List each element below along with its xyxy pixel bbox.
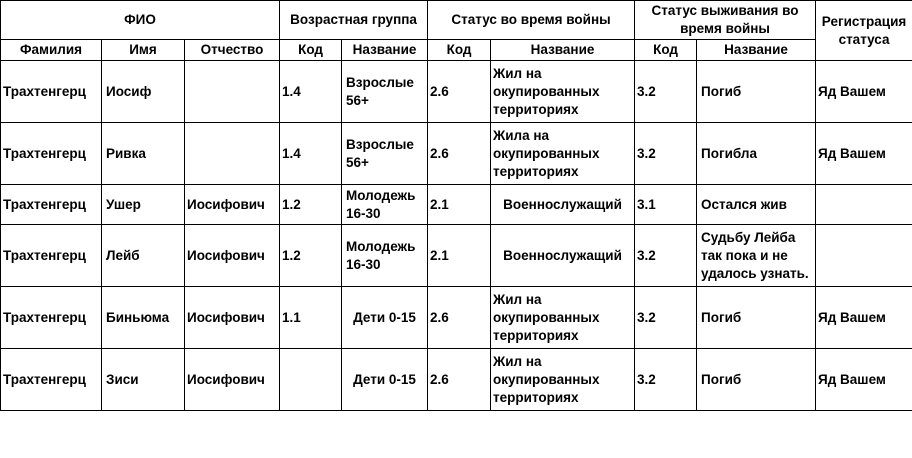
cell-surv-code: 3.2 xyxy=(635,61,697,123)
cell-surv-name: Погиб xyxy=(697,349,816,411)
cell-age-code xyxy=(280,349,342,411)
cell-surname: Трахтенгерц xyxy=(1,123,102,185)
cell-war-name: Жил на окупированных территориях xyxy=(491,287,635,349)
cell-surv-code: 3.2 xyxy=(635,287,697,349)
cell-surv-name: Остался жив xyxy=(697,185,816,225)
cell-registration: Яд Вашем xyxy=(816,287,912,349)
header-registration: Регистрация статуса xyxy=(816,1,912,61)
cell-war-name: Жил на окупированных территориях xyxy=(491,349,635,411)
cell-war-code: 2.6 xyxy=(428,61,491,123)
header-surv-name: Название xyxy=(697,40,816,61)
cell-name: Иосиф xyxy=(102,61,185,123)
cell-age-code: 1.2 xyxy=(280,185,342,225)
cell-surname: Трахтенгерц xyxy=(1,185,102,225)
cell-patronymic xyxy=(185,61,280,123)
cell-surname: Трахтенгерц xyxy=(1,287,102,349)
cell-war-name: Жила на окупированных территориях xyxy=(491,123,635,185)
cell-surv-code: 3.2 xyxy=(635,349,697,411)
cell-surv-name: Погиб xyxy=(697,287,816,349)
cell-registration xyxy=(816,185,912,225)
cell-age-name: Взрослые 56+ xyxy=(342,123,428,185)
cell-surv-name: Погибла xyxy=(697,123,816,185)
cell-surv-code: 3.2 xyxy=(635,123,697,185)
header-surname: Фамилия xyxy=(1,40,102,61)
cell-age-name: Молодежь 16-30 xyxy=(342,185,428,225)
table-row xyxy=(1,225,912,287)
header-age-name: Название xyxy=(342,40,428,61)
cell-registration xyxy=(816,225,912,287)
cell-name: Ривка xyxy=(102,123,185,185)
cell-war-name: Военнослужащий xyxy=(491,225,635,287)
cell-surname: Трахтенгерц xyxy=(1,225,102,287)
cell-age-name: Молодежь 16-30 xyxy=(342,225,428,287)
header-age-group: Возрастная группа xyxy=(280,1,428,40)
cell-patronymic: Иосифович xyxy=(185,287,280,349)
header-age-code: Код xyxy=(280,40,342,61)
table-row xyxy=(1,287,912,349)
header-row-groups xyxy=(1,1,912,40)
cell-patronymic xyxy=(185,123,280,185)
cell-surname: Трахтенгерц xyxy=(1,61,102,123)
cell-age-name: Дети 0-15 xyxy=(342,349,428,411)
header-survival-status: Статус выживания во время войны xyxy=(635,1,816,40)
cell-age-code: 1.2 xyxy=(280,225,342,287)
cell-war-code: 2.1 xyxy=(428,185,491,225)
cell-name: Ушер xyxy=(102,185,185,225)
header-war-status: Статус во время войны xyxy=(428,1,635,40)
cell-registration: Яд Вашем xyxy=(816,123,912,185)
header-row-columns xyxy=(1,40,912,61)
cell-registration: Яд Вашем xyxy=(816,61,912,123)
cell-surv-code: 3.1 xyxy=(635,185,697,225)
table-row xyxy=(1,185,912,225)
header-war-code: Код xyxy=(428,40,491,61)
cell-age-code: 1.4 xyxy=(280,123,342,185)
cell-patronymic: Иосифович xyxy=(185,185,280,225)
header-surv-code: Код xyxy=(635,40,697,61)
cell-surv-code: 3.2 xyxy=(635,225,697,287)
cell-name: Биньюма xyxy=(102,287,185,349)
cell-war-code: 2.6 xyxy=(428,349,491,411)
cell-war-code: 2.6 xyxy=(428,123,491,185)
cell-surv-name: Погиб xyxy=(697,61,816,123)
cell-surv-name: Судьбу Лейба так пока и не удалось узнать. xyxy=(697,225,816,287)
cell-war-code: 2.1 xyxy=(428,225,491,287)
cell-war-name: Военнослужащий xyxy=(491,185,635,225)
cell-age-code: 1.1 xyxy=(280,287,342,349)
header-fio: ФИО xyxy=(1,1,280,40)
cell-surname: Трахтенгерц xyxy=(1,349,102,411)
cell-registration: Яд Вашем xyxy=(816,349,912,411)
table-row xyxy=(1,349,912,411)
cell-name: Лейб xyxy=(102,225,185,287)
cell-age-code: 1.4 xyxy=(280,61,342,123)
cell-patronymic: Иосифович xyxy=(185,225,280,287)
cell-war-name: Жил на окупированных территориях xyxy=(491,61,635,123)
header-war-name: Название xyxy=(491,40,635,61)
cell-war-code: 2.6 xyxy=(428,287,491,349)
cell-age-name: Взрослые 56+ xyxy=(342,61,428,123)
cell-age-name: Дети 0-15 xyxy=(342,287,428,349)
table-row xyxy=(1,123,912,185)
header-name: Имя xyxy=(102,40,185,61)
table-row xyxy=(1,61,912,123)
cell-patronymic: Иосифович xyxy=(185,349,280,411)
cell-name: Зиси xyxy=(102,349,185,411)
header-patronymic: Отчество xyxy=(185,40,280,61)
